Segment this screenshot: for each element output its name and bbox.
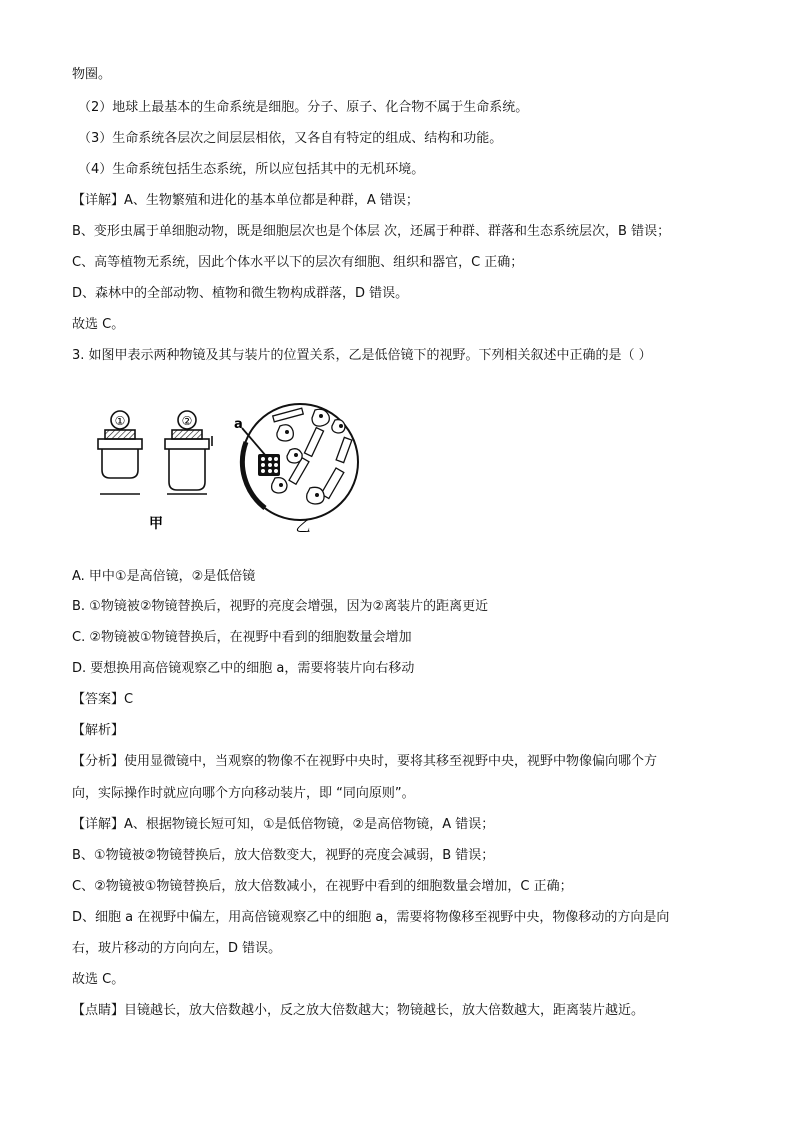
- answer-label: 【答案】C: [72, 692, 134, 707]
- label-objective-1: ①: [114, 414, 126, 428]
- label-objective-2: ②: [181, 414, 193, 428]
- text-line: D、细胞 a 在视野中偏左，用高倍镜观察乙中的细胞 a，需要将物像移至视野中央，物像移动的方向是向: [72, 910, 670, 925]
- text-line: B、①物镜被②物镜替换后，放大倍数变大，视野的亮度会减弱，B 错误；: [72, 848, 495, 863]
- text-line: 【详解】A、根据物镜长短可知，①是低倍物镜，②是高倍物镜，A 错误；: [72, 817, 495, 832]
- text-line: C、②物镜被①物镜替换后，放大倍数减小，在视野中看到的细胞数量会增加，C 正确；: [72, 879, 573, 894]
- caption-jia: 甲: [149, 516, 163, 532]
- option-a: A. 甲中①是高倍镜，②是低倍镜: [72, 569, 256, 584]
- text-line: 右，玻片移动的方向向左，D 错误。: [72, 941, 282, 956]
- question-stem: 3. 如图甲表示两种物镜及其与装片的位置关系，乙是低倍镜下的视野。下列相关叙述中正确的是（ ）: [72, 348, 652, 363]
- text-line: 物圈。: [72, 67, 112, 82]
- text-line: B、变形虫属于单细胞动物，既是细胞层次也是个体层 次，还属于种群、群落和生态系统层次，B 错误；: [72, 224, 671, 239]
- text-line: （4）生命系统包括生态系统，所以应包括其中的无机环境。: [78, 162, 425, 177]
- text-line: 故选 C。: [72, 317, 125, 332]
- text-line: 向，实际操作时就应向哪个方向移动装片，即 “同向原则”。: [72, 786, 415, 801]
- text-line: 【分析】使用显微镜中，当观察的物像不在视野中央时，要将其移至视野中央，视野中物像偏向哪个方: [72, 754, 658, 769]
- text-line: 【详解】A、生物繁殖和进化的基本单位都是种群，A 错误；: [72, 193, 419, 208]
- option-d: D. 要想换用高倍镜观察乙中的细胞 a，需要将装片向右移动: [72, 661, 415, 676]
- microscope-figure: [90, 398, 380, 538]
- text-line: 故选 C。: [72, 972, 125, 987]
- label-cell-a: a: [234, 417, 243, 432]
- option-b: B. ①物镜被②物镜替换后，视野的亮度会增强，因为②离装片的距离更近: [72, 599, 489, 614]
- text-line: 【点睛】目镜越长，放大倍数越小，反之放大倍数越大；物镜越长，放大倍数越大，距离装片越近。: [72, 1003, 645, 1018]
- text-line: D、森林中的全部动物、植物和微生物构成群落，D 错误。: [72, 286, 409, 301]
- option-c: C. ②物镜被①物镜替换后，在视野中看到的细胞数量会增加: [72, 630, 412, 645]
- text-line: （3）生命系统各层次之间层层相依，又各自有特定的组成、结构和功能。: [78, 131, 503, 146]
- text-line: （2）地球上最基本的生命系统是细胞。分子、原子、化合物不属于生命系统。: [78, 100, 529, 115]
- analysis-label: 【解析】: [72, 723, 125, 738]
- text-line: C、高等植物无系统，因此个体水平以下的层次有细胞、组织和器官，C 正确；: [72, 255, 524, 270]
- caption-yi: 乙: [295, 517, 311, 535]
- field-of-view: [242, 404, 358, 520]
